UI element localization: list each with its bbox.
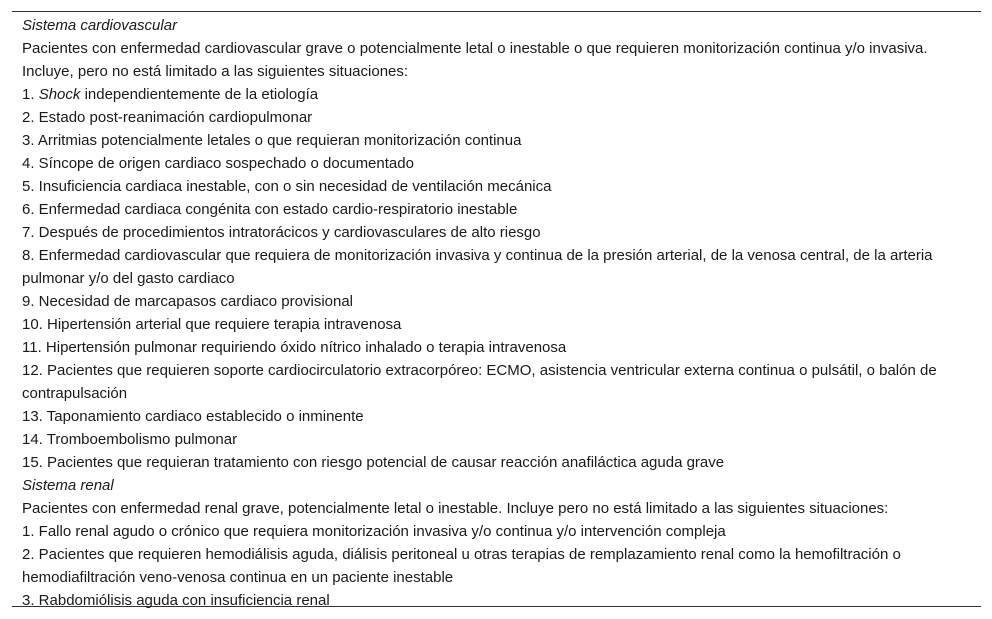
list-item: 1. Fallo renal agudo o crónico que requiera monitorización invasiva y/o continua y/o intervención compleja xyxy=(22,523,726,540)
list-item: 12. Pacientes que requieren soporte cardiocirculatorio extracorpóreo: ECMO, asistencia ventricular externa continua o pulsátil, o balón de contrapulsación xyxy=(22,362,937,402)
list-item: 4. Síncope de origen cardiaco sospechado o documentado xyxy=(22,155,414,172)
list-item: 11. Hipertensión pulmonar requiriendo óxido nítrico inhalado o terapia intravenosa xyxy=(22,339,567,356)
list-item: 9. Necesidad de marcapasos cardiaco provisional xyxy=(22,293,354,310)
list-item: 2. Pacientes que requieren hemodiálisis aguda, diálisis peritoneal u otras terapias de remplazamiento renal como la hemofiltración o hemodiafiltración veno-venosa continua en un paciente inestable xyxy=(22,546,901,586)
section-title-renal: Sistema renal xyxy=(22,477,114,494)
list-item: 2. Estado post-reanimación cardiopulmonar xyxy=(22,109,313,126)
list-item: 6. Enfermedad cardiaca congénita con estado cardio-respiratorio inestable xyxy=(22,201,518,218)
section-intro-renal: Pacientes con enfermedad renal grave, potencialmente letal o inestable. Incluye pero no está limitado a las siguientes situaciones: xyxy=(22,500,889,517)
section-title-cardiovascular: Sistema cardiovascular xyxy=(22,17,178,34)
table-cell xyxy=(12,12,981,612)
list-item: 10. Hipertensión arterial que requiere terapia intravenosa xyxy=(22,316,402,333)
item-emphasis: Shock xyxy=(38,86,81,103)
list-item: 13. Taponamiento cardiaco establecido o inminente xyxy=(22,408,364,425)
item-number: 1. xyxy=(22,86,35,103)
list-item: 15. Pacientes que requieran tratamiento con riesgo potencial de causar reacción anafiláctica aguda grave xyxy=(22,454,725,471)
list-item: 3. Rabdomiólisis aguda con insuficiencia renal xyxy=(22,592,330,609)
list-item: 8. Enfermedad cardiovascular que requiera de monitorización invasiva y continua de la presión arterial, de la venosa central, de la arteria pulmonar y/o del gasto cardiaco xyxy=(22,247,933,287)
criteria-table xyxy=(12,11,981,607)
list-item: 5. Insuficiencia cardiaca inestable, con o sin necesidad de ventilación mecánica xyxy=(22,178,552,195)
item-text: independientemente de la etiología xyxy=(84,86,319,103)
list-item: 3. Arritmias potencialmente letales o que requieran monitorización continua xyxy=(22,132,522,149)
list-item: 14. Tromboembolismo pulmonar xyxy=(22,431,238,448)
list-item: 7. Después de procedimientos intratorácicos y cardiovasculares de alto riesgo xyxy=(22,224,541,241)
section-intro-cardiovascular: Pacientes con enfermedad cardiovascular grave o potencialmente letal o inestable o que requieren monitorización continua y/o invasiva. Incluye, pero no está limitado a las siguientes situaciones: xyxy=(22,40,928,80)
list-item xyxy=(22,83,971,106)
